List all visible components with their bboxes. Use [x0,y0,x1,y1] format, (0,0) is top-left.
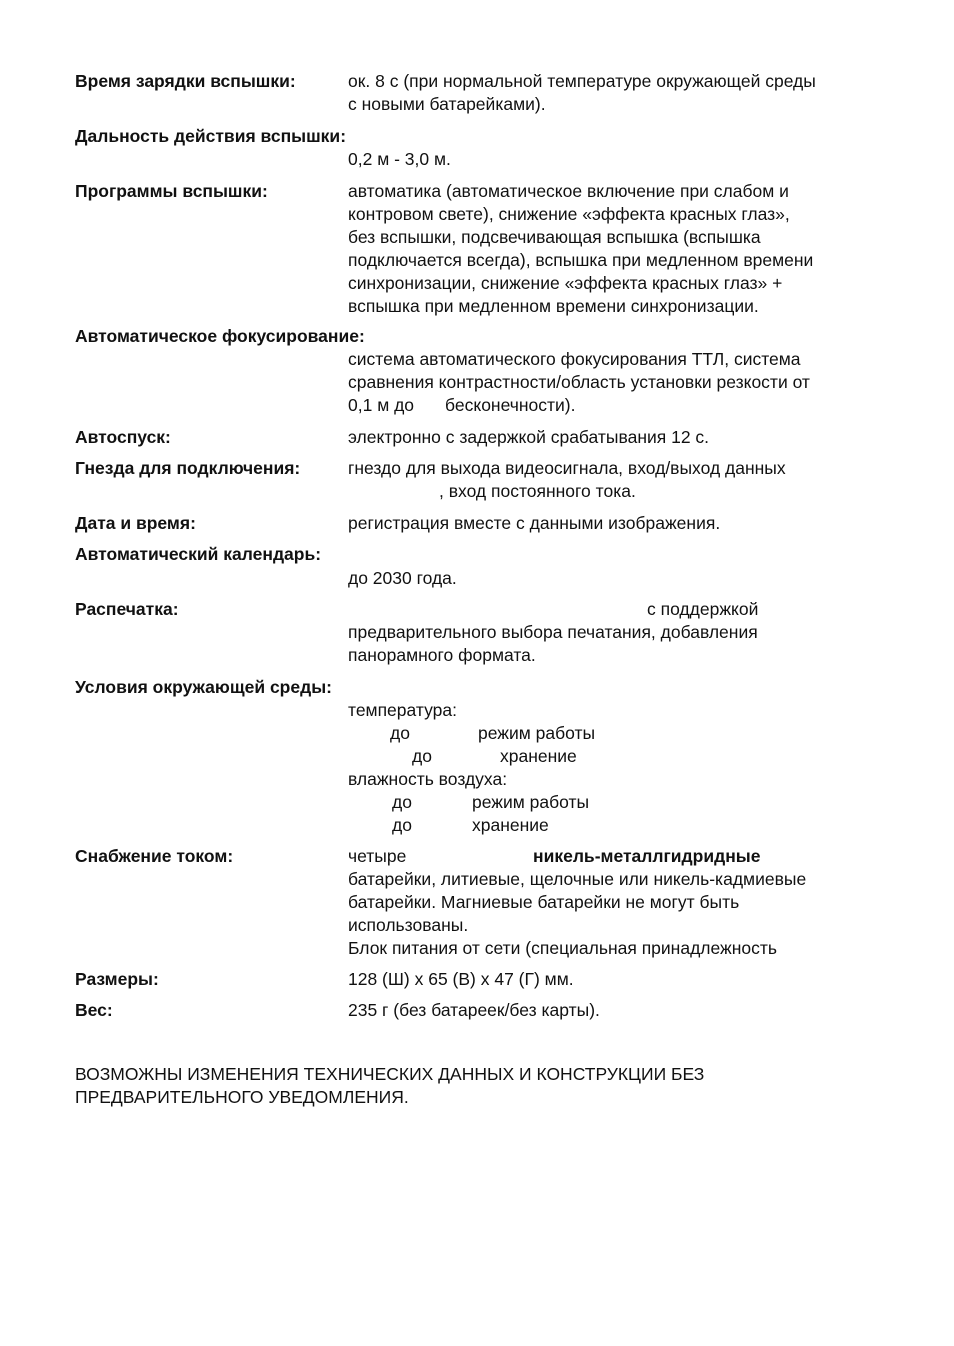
spec-label: Автоспуск: [75,427,171,447]
notice-line: ПРЕДВАРИТЕЛЬНОГО УВЕДОМЛЕНИЯ. [75,1087,409,1107]
spec-value-line: синхронизации, снижение «эффекта красных глаз» + [348,273,783,293]
spec-value [348,999,888,1022]
change-notice [75,1063,895,1109]
spec-value-fragment: 0,1 м до [348,395,415,415]
spec-value [348,148,888,171]
spec-value-line: 0,2 м - 3,0 м. [348,149,451,169]
spec-value-line: предварительного выбора печатания, добавления [348,622,758,642]
spec-value [348,699,888,837]
mode-text: режим работы [478,723,596,743]
spec-value-line: 128 (Ш) x 65 (В) x 47 (Г) мм. [348,969,574,989]
spec-value-line: без вспышки, подсвечивающая вспышка (вспышка [348,227,761,247]
spec-value-line: сравнения контрастности/область установки резкости от [348,372,810,392]
spec-value-line: система автоматического фокусирования ТТЛ, система [348,349,801,369]
spec-value-line: 235 г (без батареек/без карты). [348,1000,600,1020]
spec-value [348,512,888,535]
range-word: до [392,815,412,835]
range-word: до [412,746,432,766]
spec-value-line [348,845,888,868]
spec-value-line: до 2030 года. [348,568,457,588]
spec-label: Автоматическое фокусирование: [75,326,365,346]
spec-value-line [348,394,888,417]
spec-label: Автоматический календарь: [75,544,322,564]
humidity-row [348,791,888,814]
temperature-label: температура: [348,700,457,720]
spec-value [348,457,888,503]
spec-label: Распечатка: [75,599,179,619]
spec-value [348,426,888,449]
spec-value [348,348,888,417]
spec-value-line: автоматика (автоматическое включение при слабом и [348,181,789,201]
range-word: до [390,723,410,743]
range-word: до [392,792,412,812]
spec-value-line: гнездо для выхода видеосигнала, вход/выход данных [348,458,786,478]
mode-text: хранение [472,815,549,835]
spec-label: Снабжение током: [75,846,234,866]
spec-value-line: электронно с задержкой срабатывания 12 с. [348,427,710,447]
spec-label: Время зарядки вспышки: [75,71,296,91]
humidity-label: влажность воздуха: [348,769,508,789]
spec-value-line: Блок питания от сети (специальная принадлежность [348,938,778,958]
spec-label: Размеры: [75,969,159,989]
spec-value [348,567,888,590]
spec-value [348,180,888,318]
spec-value [348,845,888,960]
spec-value-line: использованы. [348,915,469,935]
temperature-row [348,722,888,745]
spec-label: Вес: [75,1000,113,1020]
spec-value-line: с поддержкой [647,599,759,619]
mode-text: режим работы [472,792,590,812]
spec-value-line: регистрация вместе с данными изображения. [348,513,721,533]
spec-value-line: батарейки, литиевые, щелочные или никель-кадмиевые [348,869,807,889]
spec-value-line: контровом свете), снижение «эффекта красных глаз», [348,204,790,224]
spec-value-line: панорамного формата. [348,645,536,665]
mode-text: хранение [500,746,577,766]
notice-line: ВОЗМОЖНЫ ИЗМЕНЕНИЯ ТЕХНИЧЕСКИХ ДАННЫХ И КОНСТРУКЦИИ БЕЗ [75,1064,705,1084]
spec-value-line: с новыми батарейками). [348,94,546,114]
spec-label: Дата и время: [75,513,196,533]
spec-label: Программы вспышки: [75,181,268,201]
spec-value-line: батарейки. Магниевые батарейки не могут быть [348,892,740,912]
spec-value [348,598,888,667]
humidity-row [348,814,888,837]
spec-label: Условия окружающей среды: [75,677,332,697]
spec-value-line: , вход постоянного тока. [439,481,636,501]
spec-value-line: ок. 8 с (при нормальной температуре окружающей среды [348,71,816,91]
spec-label: Дальность действия вспышки: [75,126,347,146]
spec-value-fragment: четыре [348,846,407,866]
battery-type-emphasis: никель-металлгидридные [533,846,761,866]
temperature-row [348,745,888,768]
spec-value-line: вспышка при медленном времени синхронизации. [348,296,759,316]
spec-value [348,70,888,116]
spec-value-line: подключается всегда), вспышка при медленном времени [348,250,814,270]
spec-value-fragment: бесконечности). [445,395,576,415]
spec-value [348,968,888,991]
spec-label: Гнезда для подключения: [75,458,301,478]
